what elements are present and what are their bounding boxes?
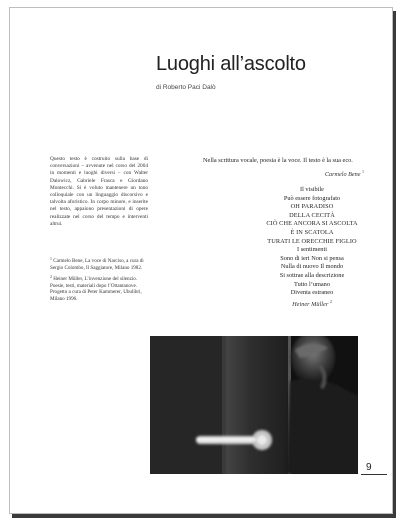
poem-line: Il visibile: [300, 186, 324, 193]
article-byline: di Roberto Paci Dalò: [156, 84, 216, 91]
poem-line: CIÒ CHE ANCORA SI ASCOLTA: [266, 220, 358, 228]
epigraph-author: Carmelo Bene $^1$: [324, 169, 364, 179]
poem: [262, 186, 362, 309]
footnote-2-text: Heiner Müller, L’invenzione del silenzio. Poesie, testi, materiali dopo l’Ottantanove. Progetto a cura di Peter Kammerer, Ubulibri, Milano 1996.: [50, 276, 142, 302]
poem-line: Diventa estraneo: [290, 289, 334, 297]
photo-image: [150, 336, 358, 474]
poem-line: OH PARADISO: [290, 203, 334, 211]
poem-line: Si sottrae alla descrizione: [279, 271, 345, 279]
poem-line: Sono di ieri Non si pensa: [280, 254, 344, 262]
poem-line: Nulla di nuovo Il mondo: [280, 263, 344, 271]
page-number-rule: [361, 474, 387, 475]
poem-line: Può essere fotografato: [283, 194, 341, 202]
article-title: Luoghi all’ascolto: [156, 53, 306, 75]
poem-author: Heiner Müller $^2$: [292, 298, 332, 308]
poem-line: TURATI LE ORECCHIE FIGLIO: [267, 237, 357, 245]
epigraph-quote: Nella scrittura vocale, poesia è la voce. Il testo è la sua eco.: [203, 157, 353, 164]
poem-line: È IN SCATOLA: [290, 228, 334, 236]
door-handle-photo: [150, 336, 358, 474]
footnotes: [50, 256, 150, 306]
intro-paragraph: Questo testo è costruito sulla base di conversazioni – avvenute nel corso del 2004 in momenti e luoghi diversi – con Walter Dalowicz, Gabriele Frasca e Giordano Montecchi. Si è voluto mantenere un tono colloquiale con un linguaggio discorsivo e talvolta aforistico. In corpo minore, e inserite nel testo, appaiono presentazioni di opere realizzate nel corso del tempo e interventi altrui.: [50, 156, 148, 227]
poem-line: I sentimenti: [297, 246, 327, 254]
poem-line: Tutto l’umano: [294, 280, 330, 288]
footnote-1: $^1$ Carmelo Bene, La voce di Narciso, a cura di Sergio Colombo, Il Saggiatore, Milano 1982.: [50, 257, 144, 271]
footnote-2: $^2$ Heiner Müller, L’invenzione del silenzio. Poesie, testi, materiali dopo l’Ottantanove. Progetto a cura di Peter Kammerer, Ubulibri, Milano 1996.: [50, 275, 142, 302]
page-number: 9: [366, 462, 372, 473]
footnote-1-text: Carmelo Bene, La voce di Narciso, a cura di Sergio Colombo, Il Saggiatore, Milano 1982.: [50, 258, 144, 271]
poem-line: DELLA CECITÀ: [289, 211, 335, 219]
